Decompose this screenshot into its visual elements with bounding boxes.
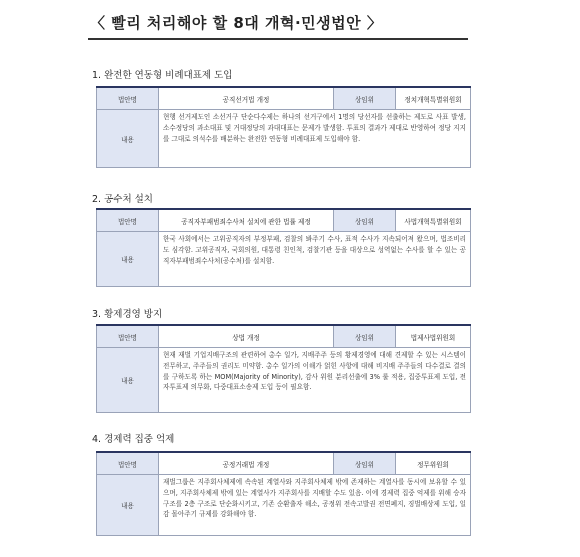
content-label: 내용 bbox=[97, 348, 159, 413]
bill-name-label: 법안명 bbox=[97, 87, 159, 110]
section-heading: 4. 경제력 집중 억제 bbox=[92, 434, 175, 445]
bill-name: 공직선거법 개정 bbox=[159, 87, 334, 110]
committee-name: 법제사법위원회 bbox=[396, 325, 471, 348]
bill-table bbox=[96, 208, 471, 287]
committee-label: 상임위 bbox=[334, 325, 396, 348]
section-heading: 2. 공수처 설치 bbox=[92, 194, 153, 205]
committee-name: 정치개혁특별위원회 bbox=[396, 87, 471, 110]
bill-name-label: 법안명 bbox=[97, 209, 159, 232]
bill-content: 한국 사회에서는 고위공직자의 부정부패, 검찰의 봐주기 수사, 표적 수사가 지속되어져 왔으며, 법조비리도 심각함. 고위공직자, 국회의원, 대통령 친인척, 검찰기관 등을 대상으로 성역없는 수사를 할 수 있는 공직자부패범죄수사처(공수처)를 설치함. bbox=[159, 232, 471, 287]
bill-content: 재벌그룹은 지주회사체제에 속속된 계열사와 지주회사체제 밖에 존재하는 계열사를 동시에 보유할 수 있으며, 지주회사체제 밖에 있는 계열사가 지주회사를 지배할 수도 있음. 이에 경제력 집중 억제를 위해 승자구조를 2층 구조로 단순화시키고, 기존 순환출자 해소, 공정위 전속고발권 전면폐지, 징벌배상제 도입, 일감 몰아주기 규제를 강화해야 함. bbox=[159, 475, 471, 536]
section-heading: 1. 완전한 연동형 비례대표제 도입 bbox=[92, 70, 233, 81]
content-label: 내용 bbox=[97, 232, 159, 287]
section-heading: 3. 황제경영 방지 bbox=[92, 309, 163, 320]
bill-content: 현행 선거제도인 소선거구 단순다수제는 하나의 선거구에서 1명의 당선자를 선출하는 제도로 사표 발생, 소수정당의 과소대표 및 거대정당의 과대대표는 문제가 발생함. 투표의 결과가 제대로 반영하여 정당 지지를 그대로 의석수를 배분하는 완전한 연동형 비례대표제 도입해야 함. bbox=[159, 110, 471, 168]
bill-name: 상법 개정 bbox=[159, 325, 334, 348]
bill-content: 현재 재벌 기업지배구조의 관련하여 총수 일가, 지배주주 등의 황제경영에 대해 견제할 수 있는 시스템이 전무하고, 주주들의 권리도 미약함. 총수 일가의 이해가 얽힌 사항에 대해 비지배 주주들의 다수결로 결의를 구하도록 하는 MOM(Majority of Minority), 감사 위원 분리선출에 3% 룰 적용, 집중투표제 도입, 전자투표제 의무화, 다중대표소송제 도입 등이 필요함. bbox=[159, 348, 471, 413]
committee-label: 상임위 bbox=[334, 209, 396, 232]
bill-name: 공직자부패범죄수사처 설치에 관한 법률 제정 bbox=[159, 209, 334, 232]
bill-name: 공정거래법 개정 bbox=[159, 452, 334, 475]
bill-table bbox=[96, 451, 471, 536]
committee-label: 상임위 bbox=[334, 452, 396, 475]
committee-name: 정무위원회 bbox=[396, 452, 471, 475]
content-label: 내용 bbox=[97, 110, 159, 168]
page-title: 〈 빨리 처리해야 할 8대 개혁·민생법안 〉 bbox=[90, 14, 383, 32]
content-label: 내용 bbox=[97, 475, 159, 536]
bill-table bbox=[96, 86, 471, 168]
bill-table bbox=[96, 324, 471, 413]
committee-name: 사법개혁특별위원회 bbox=[396, 209, 471, 232]
committee-label: 상임위 bbox=[334, 87, 396, 110]
title-divider bbox=[88, 38, 468, 40]
bill-name-label: 법안명 bbox=[97, 452, 159, 475]
bill-name-label: 법안명 bbox=[97, 325, 159, 348]
